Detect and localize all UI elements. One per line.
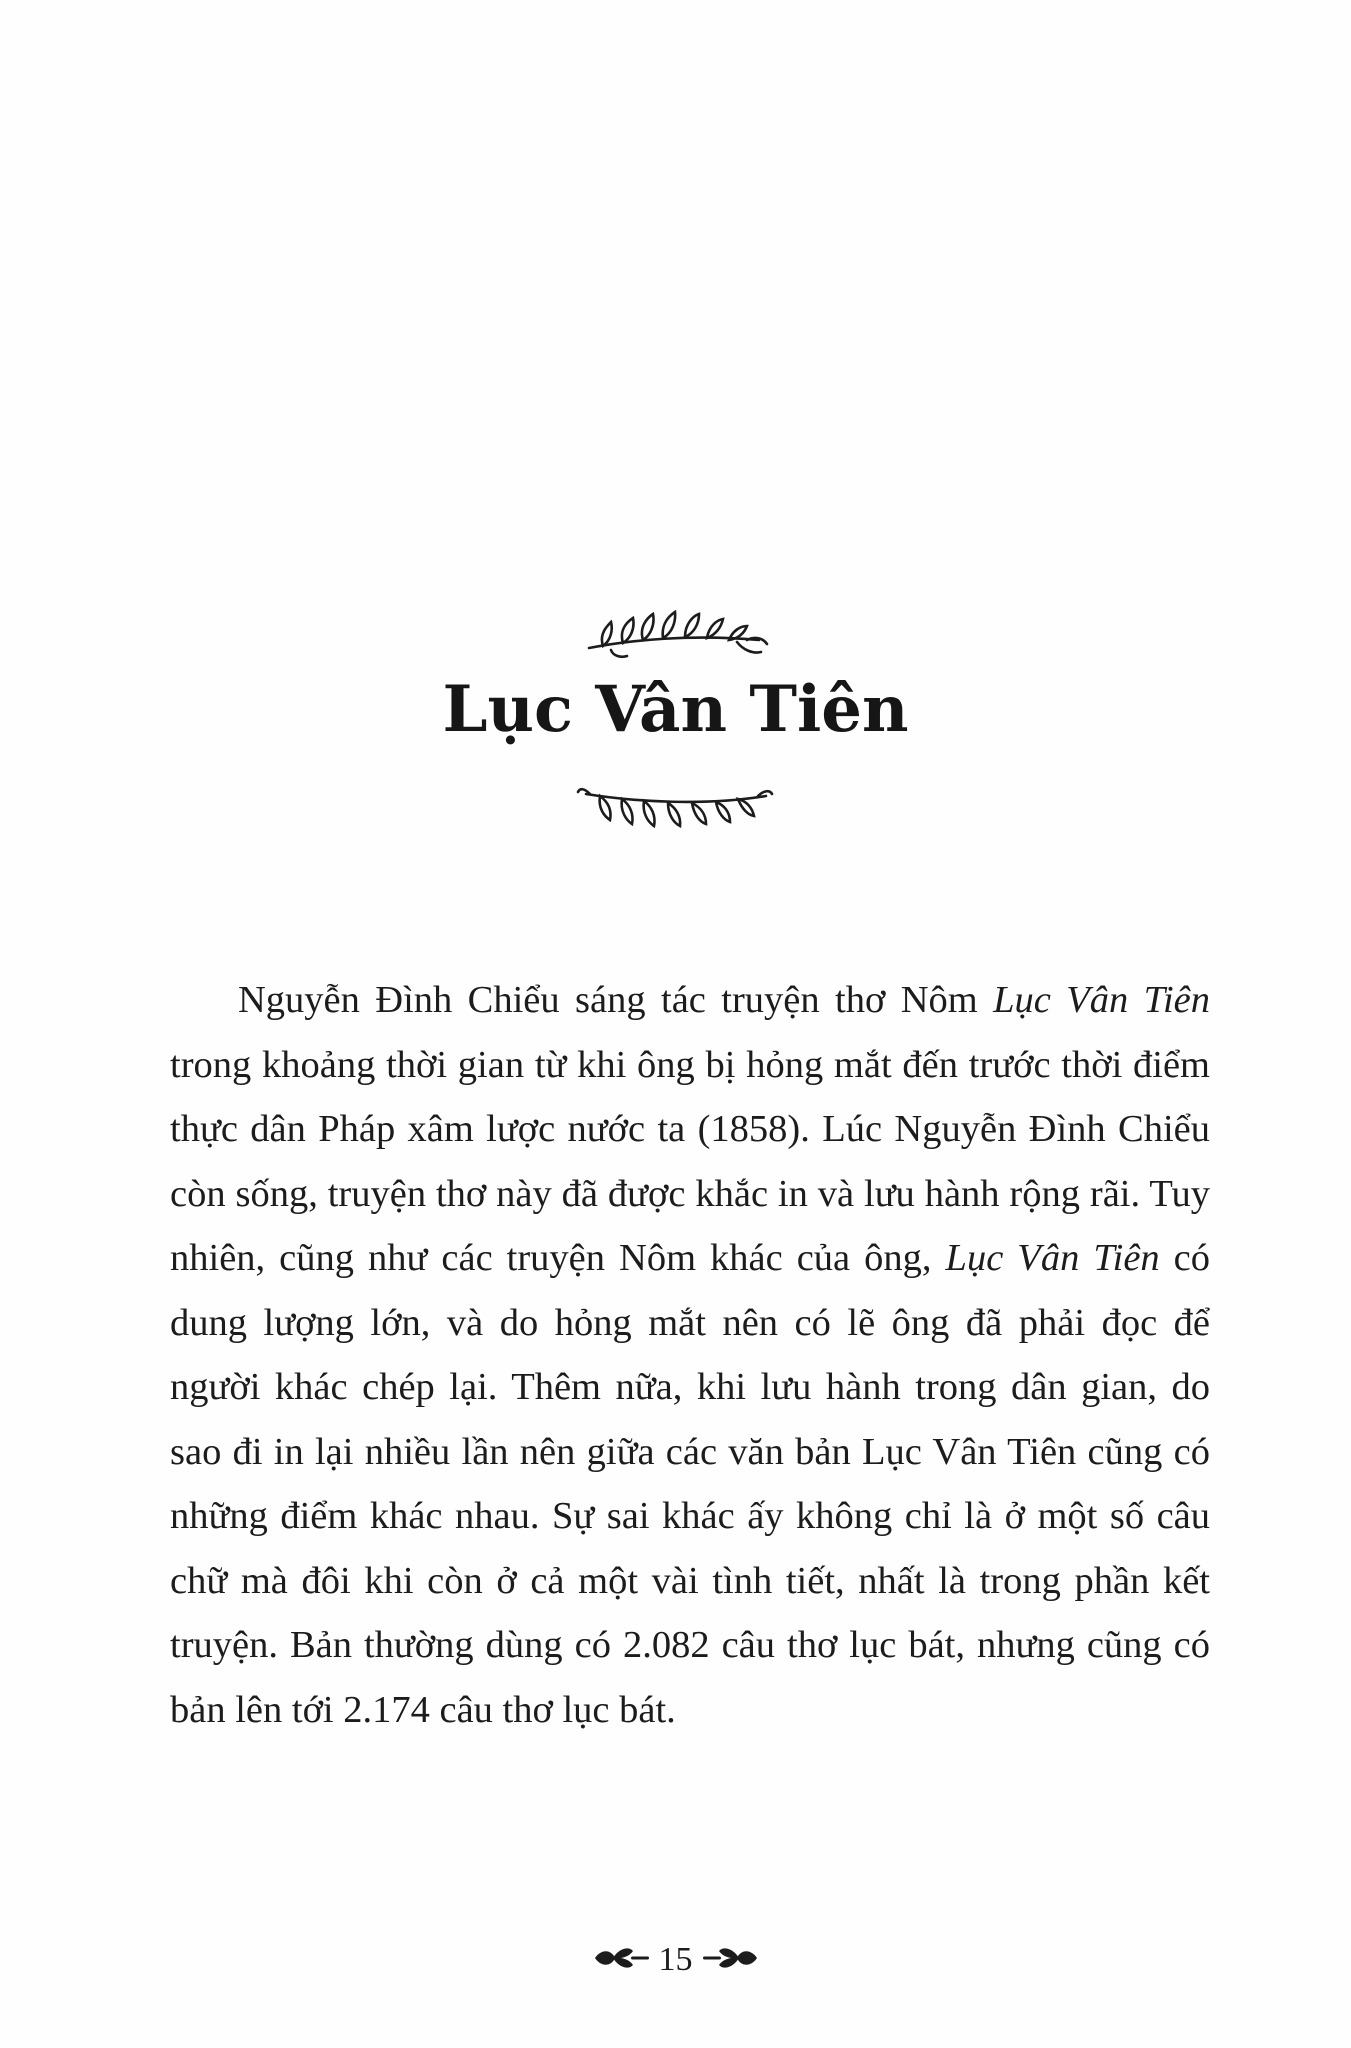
italic-title-reference: Lục Vân Tiên (993, 979, 1211, 1021)
body-text-segment: trong khoảng thời gian từ khi ông bị hỏng mắt đến trước thời điểm thực dân Pháp xâm lược nước ta (1858). Lúc Nguyễn Đình Chiểu còn sống, truyện thơ này đã được khắc in và lưu hành rộng rãi. Tuy nhiên, cũng như các truyện Nôm khác của ông, (170, 1043, 1210, 1279)
body-text-segment: Nguyễn Đình Chiểu sáng tác truyện thơ Nôm (238, 979, 994, 1021)
laurel-branch-icon (576, 780, 776, 845)
body-text-segment: có dung lượng lớn, và do hỏng mắt nên có lẽ ông đã phải đọc để người khác chép lại. Thêm nữa, khi lưu hành trong dân gian, do sao đi in lại nhiều lần nên giữa các văn bản Lục Vân Tiên cũng có những điểm khác nhau. Sự sai khác ấy không chỉ là ở một số câu chữ mà đôi khi còn ở cả một vài tình tiết, nhất là trong phần kết truyện. Bản thường dùng có 2.082 câu thơ lục bát, nhưng cũng có bản lên tới 2.174 câu thơ lục bát. (170, 1237, 1211, 1731)
body-paragraph (170, 968, 1210, 1742)
page-number: 15 (658, 1941, 693, 1978)
leaf-flourish-icon (593, 1943, 651, 1978)
chapter-title: Lục Vân Tiên (442, 672, 909, 747)
italic-title-reference: Lục Vân Tiên (945, 1237, 1160, 1279)
page-footer (0, 1940, 1351, 1980)
leaf-flourish-icon (701, 1943, 759, 1978)
laurel-branch-icon (581, 600, 771, 665)
